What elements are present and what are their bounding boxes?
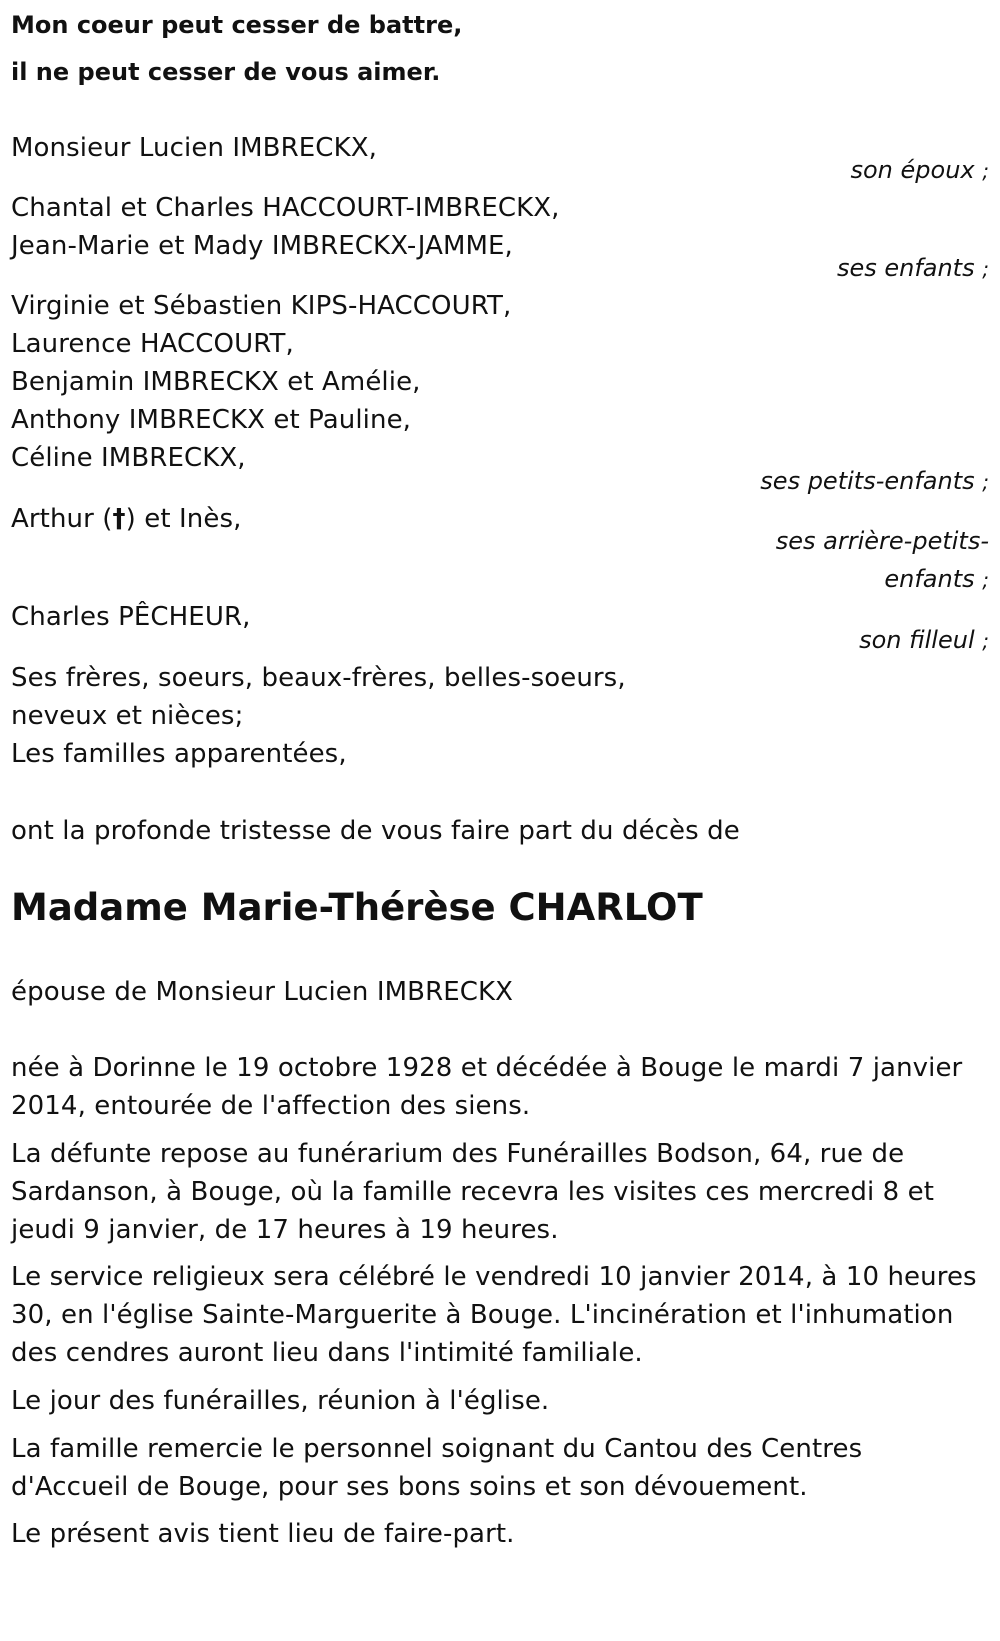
great-grandchildren-role-line-2 (884, 564, 989, 595)
epigraph-line-1: Mon coeur peut cesser de battre, (11, 11, 463, 39)
rest-line: jeudi 9 janvier, de 17 heures à 19 heures. (11, 1215, 559, 1245)
children-role (837, 253, 989, 284)
role-separator: ; (982, 470, 989, 494)
child-line: Chantal et Charles HACCOURT-IMBRECKX, (11, 193, 560, 223)
thanks-line: d'Accueil de Bouge, pour ses bons soins et son dévouement. (11, 1472, 808, 1502)
rest-line: La défunte repose au funérarium des Funérailles Bodson, 64, rue de (11, 1139, 905, 1169)
great-grandchildren-role-text: enfants (884, 565, 975, 593)
spouse-role-text: son époux (850, 156, 975, 184)
spouse-of: épouse de Monsieur Lucien IMBRECKX (11, 977, 514, 1007)
grandchildren-role (760, 466, 989, 497)
role-separator: ; (982, 629, 989, 653)
others-line: Ses frères, soeurs, beaux-frères, belles-soeurs, (11, 663, 626, 693)
service-line: 30, en l'église Sainte-Marguerite à Bouge. L'incinération et l'inhumation (11, 1300, 954, 1330)
grandchild-line: Virginie et Sébastien KIPS-HACCOURT, (11, 291, 512, 321)
great-grandchildren-suffix: ) et Inès, (125, 504, 242, 534)
spouse-name: Monsieur Lucien IMBRECKX, (11, 133, 377, 163)
announcement: ont la profonde tristesse de vous faire part du décès de (11, 816, 740, 846)
grandchild-line: Laurence HACCOURT, (11, 329, 294, 359)
obituary-notice (11, 0, 989, 1641)
grandchildren-role-text: ses petits-enfants (760, 467, 975, 495)
children-role-text: ses enfants (836, 254, 975, 282)
service-line: Le service religieux sera célébré le vendredi 10 janvier 2014, à 10 heures (11, 1262, 977, 1292)
epigraph-line-2: il ne peut cesser de vous aimer. (11, 58, 441, 86)
others-line: Les familles apparentées, (11, 739, 347, 769)
role-separator: ; (982, 159, 989, 183)
others-line: neveux et nièces; (11, 701, 244, 731)
great-grandchildren-line (11, 502, 241, 536)
birth-death-line: née à Dorinne le 19 octobre 1928 et décédée à Bouge le mardi 7 janvier (11, 1053, 963, 1083)
cross-icon: † (112, 504, 126, 534)
rest-line: Sardanson, à Bouge, où la famille recevra les visites ces mercredi 8 et (11, 1177, 935, 1207)
child-line: Jean-Marie et Mady IMBRECKX-JAMME, (11, 231, 513, 261)
service-line: des cendres auront lieu dans l'intimité familiale. (11, 1338, 643, 1368)
role-separator: ; (982, 257, 989, 281)
meeting-line: Le jour des funérailles, réunion à l'église. (11, 1386, 550, 1416)
godson-role-text: son filleul (859, 626, 975, 654)
great-grandchildren-role-line-1: ses arrière-petits- (775, 527, 989, 555)
thanks-line: La famille remercie le personnel soignant du Cantou des Centres (11, 1434, 863, 1464)
grandchild-line: Anthony IMBRECKX et Pauline, (11, 405, 412, 435)
godson-role (859, 625, 989, 656)
birth-death-line: 2014, entourée de l'affection des siens. (11, 1091, 531, 1121)
closing-line: Le présent avis tient lieu de faire-part. (11, 1519, 515, 1549)
great-grandchildren-prefix: Arthur ( (11, 504, 113, 534)
grandchild-line: Benjamin IMBRECKX et Amélie, (11, 367, 421, 397)
deceased-name: Madame Marie-Thérèse CHARLOT (11, 886, 703, 929)
godson-name: Charles PÊCHEUR, (11, 602, 251, 632)
spouse-role (850, 155, 989, 186)
role-separator: ; (982, 568, 989, 592)
grandchild-line: Céline IMBRECKX, (11, 443, 246, 473)
